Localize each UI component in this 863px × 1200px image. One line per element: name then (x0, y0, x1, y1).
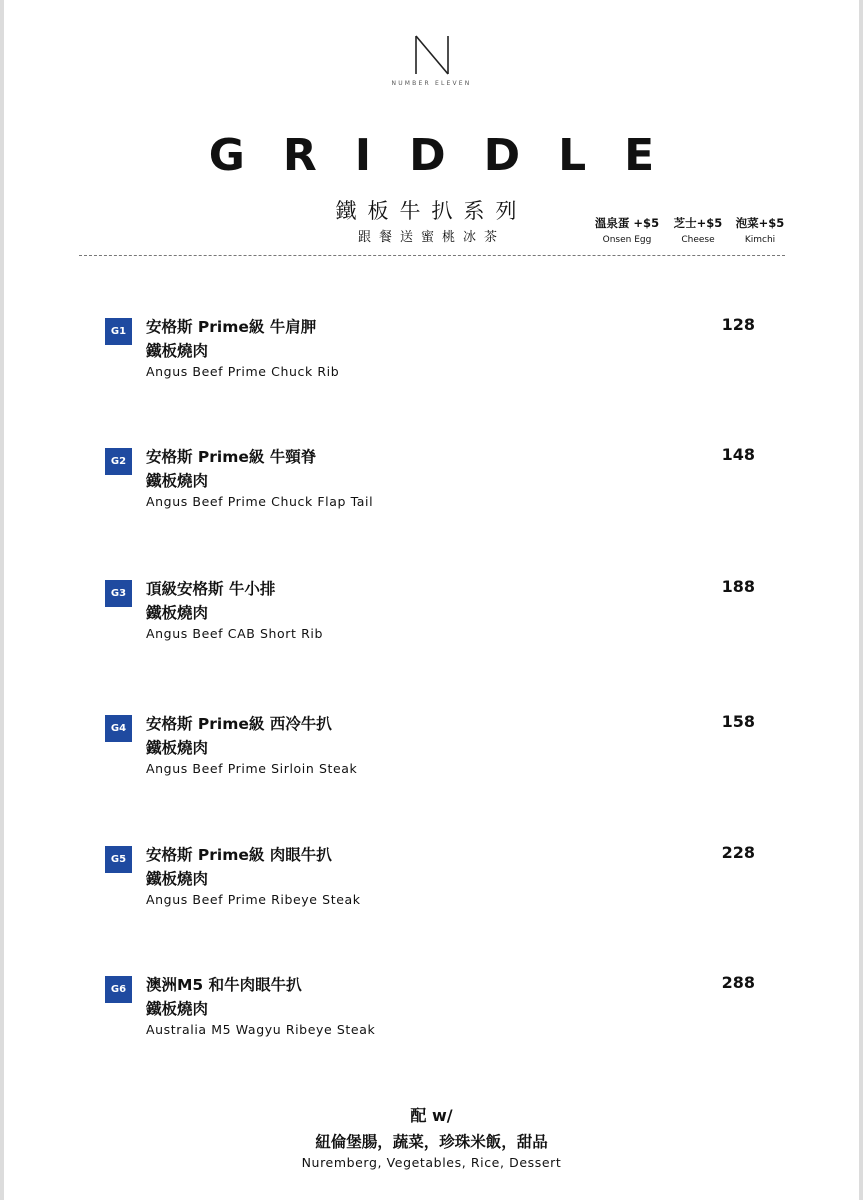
divider (79, 255, 785, 256)
item-price: 228 (721, 843, 755, 862)
footer-sides-en: Nuremberg, Vegetables, Rice, Dessert (301, 1155, 562, 1170)
menu-item-g4 (0, 712, 863, 812)
item-method: 鐵板燒肉 (146, 1000, 209, 1018)
footer-sides (0, 1103, 863, 1170)
item-name-zh: 安格斯 Prime級 牛肩胛 (146, 318, 317, 336)
item-name-en: Angus Beef Prime Chuck Flap Tail (146, 494, 374, 509)
addon-label: 溫泉蛋 +$5 (594, 216, 660, 230)
item-name-en: Angus Beef Prime Sirloin Steak (146, 761, 358, 776)
footer-with-label: 配 w/ (410, 1106, 453, 1125)
item-name-zh: 安格斯 Prime級 西冷牛扒 (146, 715, 332, 733)
logo-text: NUMBER ELEVEN (391, 80, 472, 87)
item-code-badge: G1 (105, 318, 132, 345)
item-price: 128 (721, 315, 755, 334)
item-price: 188 (721, 577, 755, 596)
item-method: 鐵板燒肉 (146, 604, 209, 622)
addon-label: 芝士+$5 (673, 216, 723, 230)
item-name-zh: 澳洲M5 和牛肉眼牛扒 (146, 976, 302, 994)
item-name-en: Angus Beef Prime Ribeye Steak (146, 892, 361, 907)
item-code-badge: G6 (105, 976, 132, 1003)
item-price: 158 (721, 712, 755, 731)
item-name-en: Australia M5 Wagyu Ribeye Steak (146, 1022, 376, 1037)
item-method: 鐵板燒肉 (146, 739, 209, 757)
item-price: 288 (721, 973, 755, 992)
drink-note: 跟餐送蜜桃冰茶 (357, 230, 505, 245)
addon-label-en: Kimchi (744, 235, 776, 245)
item-name-en: Angus Beef CAB Short Rib (146, 626, 323, 641)
page-subtitle: 鐵板牛扒系列 (335, 199, 528, 223)
footer-sides-zh: 紐倫堡腸，蔬菜，珍珠米飯，甜品 (315, 1133, 548, 1151)
menu-item-g3 (0, 577, 863, 677)
addon-kimchi (715, 215, 805, 245)
item-method: 鐵板燒肉 (146, 870, 209, 888)
menu-item-g2 (0, 445, 863, 545)
item-name-en: Angus Beef Prime Chuck Rib (146, 364, 340, 379)
item-code-badge: G2 (105, 448, 132, 475)
item-name-zh: 頂級安格斯 牛小排 (146, 580, 276, 598)
menu-item-g6 (0, 973, 863, 1073)
item-method: 鐵板燒肉 (146, 342, 209, 360)
addon-label: 泡菜+$5 (735, 216, 785, 230)
addon-label-en: Onsen Egg (602, 235, 652, 245)
item-name-zh: 安格斯 Prime級 肉眼牛扒 (146, 846, 332, 864)
brand-logo (0, 34, 863, 87)
item-price: 148 (721, 445, 755, 464)
item-code-badge: G3 (105, 580, 132, 607)
menu-item-g5 (0, 843, 863, 943)
item-code-badge: G4 (105, 715, 132, 742)
menu-item-g1 (0, 315, 863, 415)
item-code-badge: G5 (105, 846, 132, 873)
item-name-zh: 安格斯 Prime級 牛頸脊 (146, 448, 317, 466)
page-title: GRIDDLE (208, 130, 693, 181)
logo-n-icon (414, 34, 450, 76)
item-method: 鐵板燒肉 (146, 472, 209, 490)
addon-label-en: Cheese (681, 235, 715, 245)
